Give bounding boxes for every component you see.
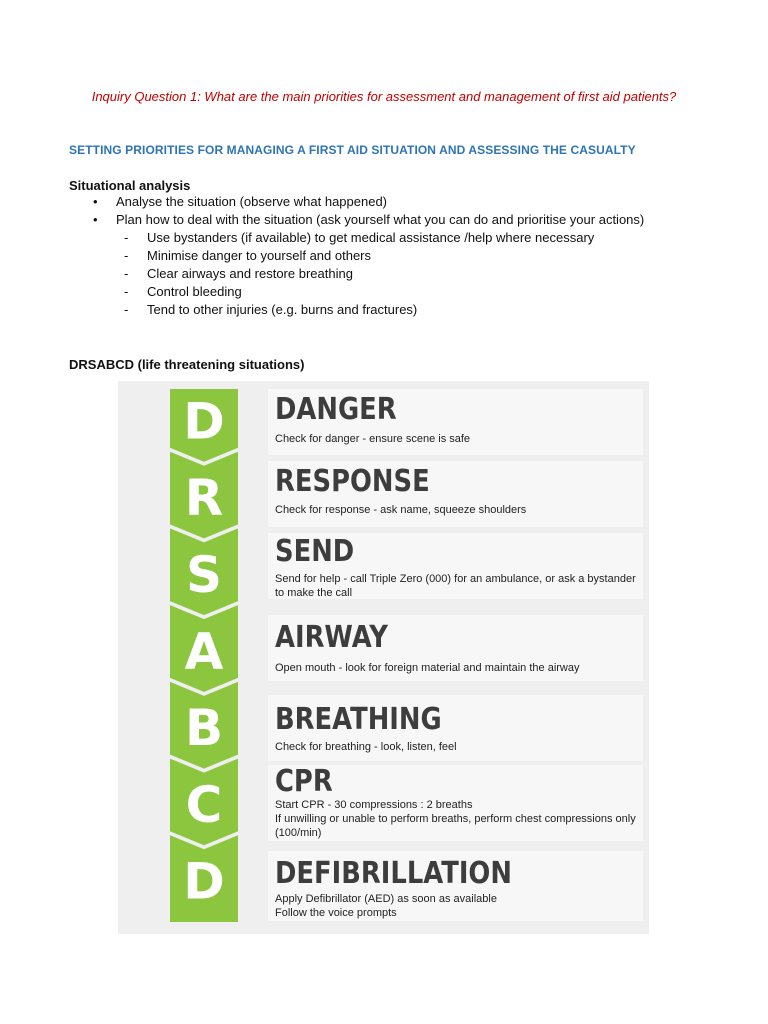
step-description: Check for breathing - look, listen, feel: [275, 741, 457, 753]
step-word: RESPONSE: [275, 464, 430, 499]
chevron-letter: R: [184, 469, 224, 528]
sub-item: [69, 229, 689, 247]
sub-item: [69, 301, 689, 319]
step-word: BREATHING: [275, 702, 442, 737]
step-send: [268, 533, 643, 599]
step-word: SEND: [275, 534, 355, 569]
step-word: DEFIBRILLATION: [275, 856, 512, 891]
step-danger: [268, 389, 643, 455]
chevron-letter: D: [183, 392, 225, 451]
step-description: Open mouth - look for foreign material and maintain the airway: [275, 662, 580, 674]
section-heading: SETTING PRIORITIES FOR MANAGING A FIRST AID SITUATION AND ASSESSING THE CASUALTY: [69, 143, 636, 157]
dash-marker: -: [124, 248, 129, 263]
dash-marker: -: [124, 230, 129, 245]
step-description: [275, 798, 647, 840]
sub-item-text: Use bystanders (if available) to get medical assistance /help where necessary: [147, 230, 595, 245]
situational-bullet-list: [69, 193, 689, 319]
step-description: [275, 892, 647, 920]
sub-item: [69, 283, 689, 301]
step-breathing: [268, 695, 643, 761]
chevron-letter: B: [184, 699, 224, 758]
description-line: Start CPR - 30 compressions : 2 breaths: [275, 799, 473, 811]
bullet-marker: •: [93, 194, 98, 209]
sub-item-text: Clear airways and restore breathing: [147, 266, 353, 281]
step-description: Send for help - call Triple Zero (000) for an ambulance, or ask a bystander to make the call: [275, 573, 636, 599]
situational-analysis-title: Situational analysis: [69, 178, 191, 193]
dash-marker: -: [124, 284, 129, 299]
sub-item-text: Minimise danger to yourself and others: [147, 248, 372, 263]
chevron-letter: A: [184, 622, 224, 681]
sub-item: [69, 247, 689, 265]
sub-item-text: Tend to other injuries (e.g. burns and fractures): [147, 302, 418, 317]
sub-item: [69, 265, 689, 283]
bullet-text: Analyse the situation (observe what happened): [116, 194, 388, 209]
inquiry-question: Inquiry Question 1: What are the main priorities for assessment and management of first aid patients?: [91, 89, 677, 104]
step-word: DANGER: [275, 392, 397, 427]
description-line: Apply Defibrillator (AED) as soon as available: [275, 893, 497, 905]
chevron-letter: D: [183, 852, 225, 911]
step-word: CPR: [275, 764, 333, 799]
drsabcd-title: DRSABCD (life threatening situations): [69, 357, 305, 372]
step-response: [268, 461, 643, 527]
description-line: Follow the voice prompts: [275, 907, 397, 919]
chevron-letter: S: [185, 545, 223, 604]
dash-marker: -: [124, 302, 129, 317]
step-airway: [268, 615, 643, 681]
step-description: Check for danger - ensure scene is safe: [275, 433, 471, 445]
sub-item-text: Control bleeding: [147, 284, 242, 299]
bullet-text: Plan how to deal with the situation (ask yourself what you can do and prioritise your actions): [116, 212, 645, 227]
chevron-letter: C: [185, 775, 223, 834]
step-description: Check for response - ask name, squeeze shoulders: [275, 504, 527, 516]
drsabcd-infographic: [118, 381, 649, 934]
step-word: AIRWAY: [275, 620, 388, 655]
description-line: If unwilling or unable to perform breaths, perform chest compressions only (100/min): [275, 813, 636, 839]
bullet-marker: •: [93, 212, 98, 227]
step-defibrillation: [268, 851, 643, 921]
bullet-item: [69, 193, 689, 211]
dash-marker: -: [124, 266, 129, 281]
step-cpr: [268, 765, 643, 841]
sub-item-list: [69, 229, 689, 319]
bullet-item: [69, 211, 689, 319]
